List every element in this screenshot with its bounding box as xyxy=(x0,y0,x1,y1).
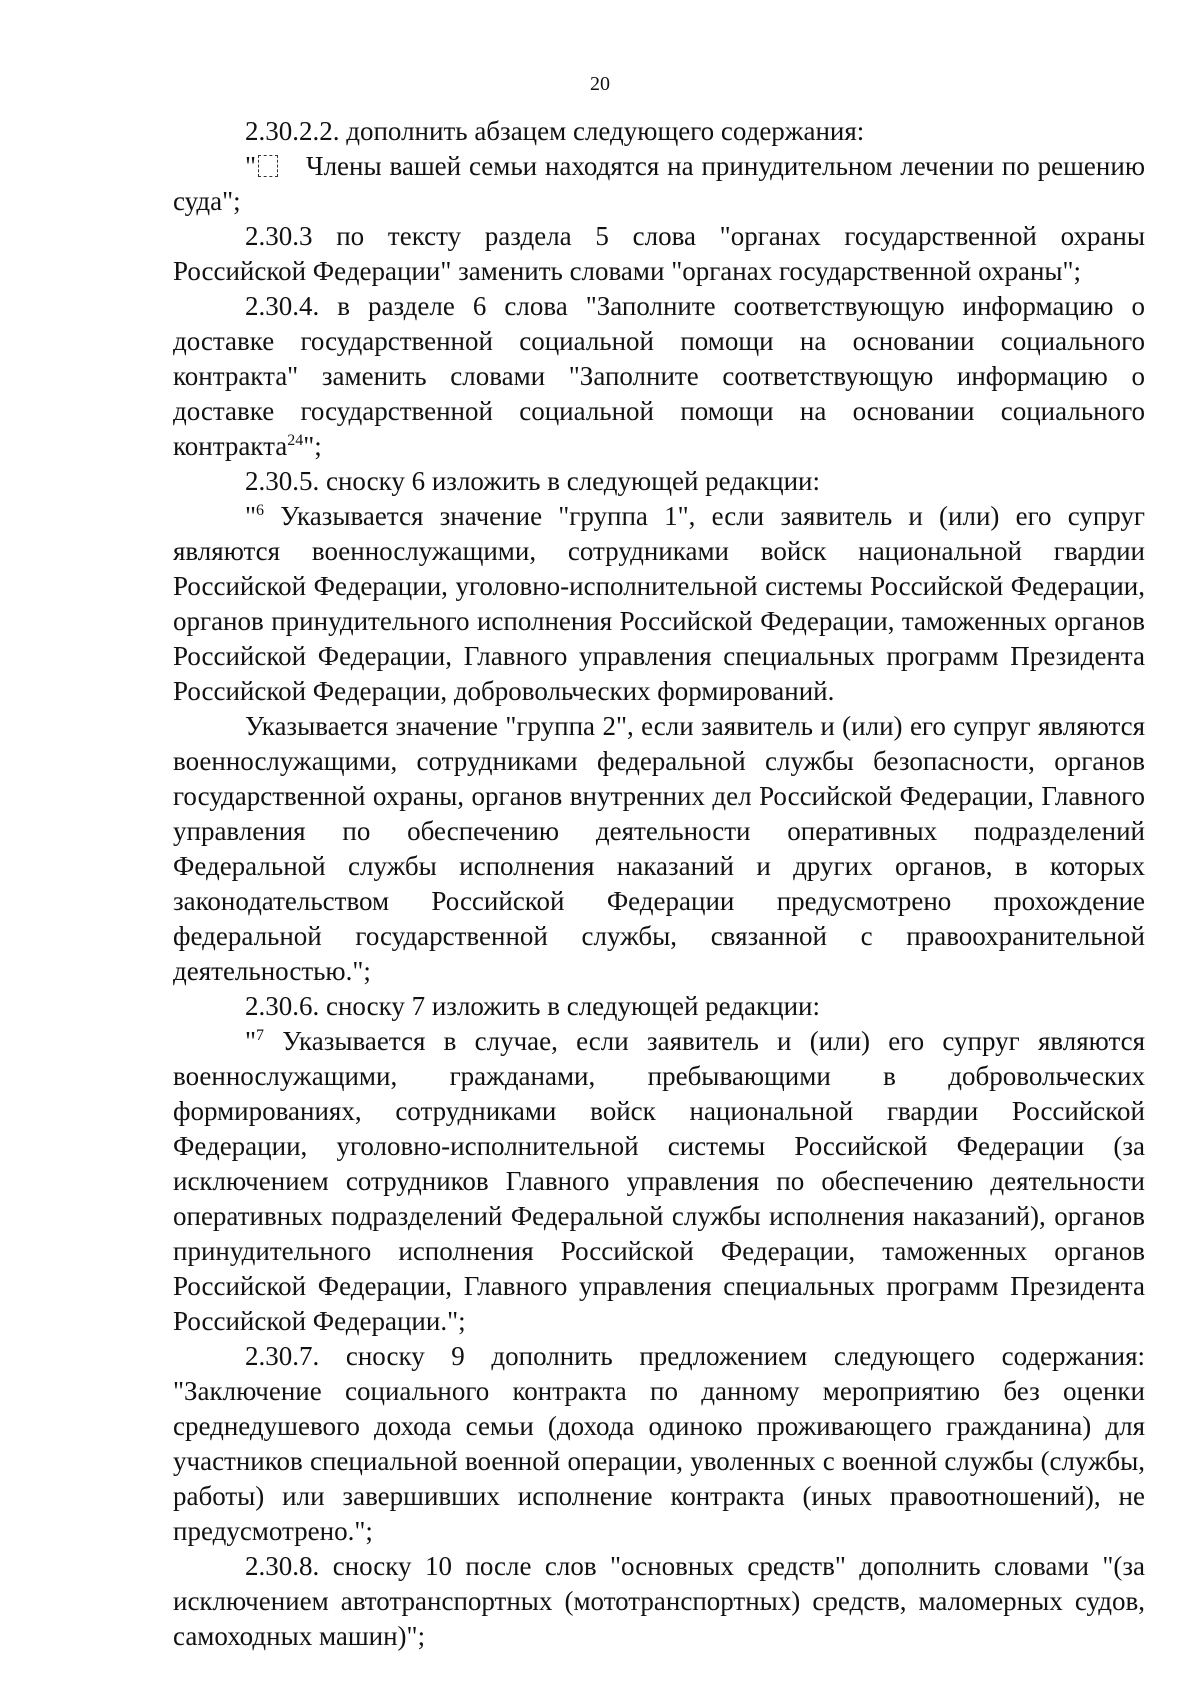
footnote-7-text: Указывается в случае, если заявитель и (или) его супруг являются военнослужащими, гражданами, пребывающими в добровольческих формированиях, сотрудниками войск национальной гвардии Российской Федерации, уголовно-исполнительной системы Российской Федерации (за исключением сотрудников Главного управления по обеспечению деятельности оперативных подразделений Федеральной службы исполнения наказаний), органов принудительного исполнения Российской Федерации, таможенных органов Российской Федерации, Главного управления специальных программ Президента Российской Федерации."; xyxy=(173,1026,1145,1336)
paragraph-2-30-3: 2.30.3 по тексту раздела 5 слова "органах государственной охраны Российской Федерации" заменить словами "органах государственной охраны"; xyxy=(173,221,1145,286)
paragraph-2-30-4-text: 2.30.4. в разделе 6 слова "Заполните соответствующую информацию о доставке государственной социальной помощи на основании социального контракта" заменить словами "Заполните соответствующую информацию о доставке государственной социальной помощи на основании социального контракта xyxy=(173,291,1145,461)
document-body xyxy=(173,114,1145,1654)
open-quote: " xyxy=(245,1026,257,1056)
paragraph-2-30-7: 2.30.7. сноску 9 дополнить предложением следующего содержания: "Заключение социального контракта по данному мероприятию без оценки среднедушевого дохода семьи (дохода одиноко проживающего гражданина) для участников специальной военной операции, уволенных с военной службы (службы, работы) или завершивших исполнение контракта (иных правоотношений), не предусмотрено."; xyxy=(173,1341,1145,1546)
paragraph-2-30-6: 2.30.6. сноску 7 изложить в следующей редакции: xyxy=(245,991,820,1021)
checkbox-quote-text: Члены вашей семьи находятся на принудительном лечении по решению суда"; xyxy=(173,151,1145,216)
footnote-6-text: Указывается значение "группа 1", если заявитель и (или) его супруг являются военнослужащими, сотрудниками войск национальной гвардии Российской Федерации, уголовно-исполнительной системы Российской Федерации, органов принудительного исполнения Российской Федерации, таможенных органов Российской Федерации, Главного управления специальных программ Президента Российской Федерации, добровольческих формирований. xyxy=(173,501,1145,706)
checkbox-icon xyxy=(258,155,278,177)
paragraph-2-30-4 xyxy=(173,289,1145,464)
paragraph-2-30-4-end: "; xyxy=(303,431,322,461)
paragraph-2-30-5: 2.30.5. сноску 6 изложить в следующей редакции: xyxy=(245,466,820,496)
footnote-number-6: 6 xyxy=(256,502,265,519)
paragraph-footnote-6-group-1 xyxy=(173,499,1145,709)
paragraph-footnote-7 xyxy=(173,1024,1145,1339)
paragraph-2-30-2-2: 2.30.2.2. дополнить абзацем следующего содержания: xyxy=(245,116,865,146)
paragraph-2-30-8: 2.30.8. сноску 10 после слов "основных средств" дополнить словами "(за исключением автотранспортных (мототранспортных) средств, маломерных судов, самоходных машин)"; xyxy=(173,1551,1145,1651)
paragraph-checkbox-quote xyxy=(173,149,1145,219)
page-number: 20 xyxy=(590,73,610,95)
footnote-number-7: 7 xyxy=(256,1027,265,1044)
open-quote: " xyxy=(245,151,257,181)
open-quote: " xyxy=(245,501,257,531)
paragraph-footnote-6-group-2: Указывается значение "группа 2", если заявитель и (или) его супруг являются военнослужащими, сотрудниками федеральной службы безопасности, органов государственной охраны, органов внутренних дел Российской Федерации, Главного управления по обеспечению деятельности оперативных подразделений Федеральной службы исполнения наказаний и других органов, в которых законодательством Российской Федерации предусмотрено прохождение федеральной государственной службы, связанной с правоохранительной деятельностью."; xyxy=(173,711,1145,986)
footnote-ref-24: 24 xyxy=(287,432,304,449)
